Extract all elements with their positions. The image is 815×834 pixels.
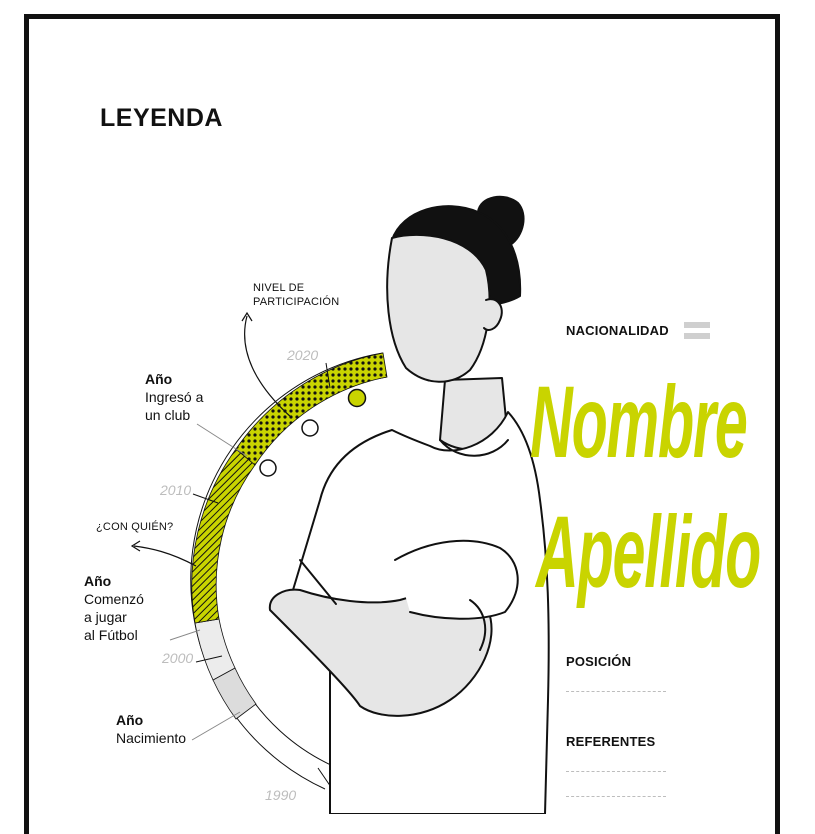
with-whom-arrow bbox=[134, 546, 196, 566]
with-whom-label: ¿CON QUIÉN? bbox=[96, 521, 174, 533]
references-blank-2 bbox=[566, 796, 666, 797]
played-with-segment bbox=[192, 449, 255, 623]
annotation-started: Año Comenzó a jugar al Fútbol bbox=[84, 573, 144, 643]
flag-icon bbox=[684, 322, 710, 339]
participation-dot-3 bbox=[260, 460, 276, 476]
annotation-birth: Año Nacimiento bbox=[116, 712, 187, 746]
participation-label: NIVEL DE PARTICIPACIÓN bbox=[253, 282, 340, 308]
year-2010: 2010 bbox=[160, 482, 192, 498]
position-blank bbox=[566, 691, 666, 692]
year-2020: 2020 bbox=[287, 347, 319, 363]
childhood-segment bbox=[195, 619, 235, 680]
participation-dot-2 bbox=[302, 420, 318, 436]
references-label: REFERENTES bbox=[566, 734, 656, 749]
annotation-club: Año Ingresó a un club bbox=[145, 371, 204, 423]
position-label: POSICIÓN bbox=[566, 654, 632, 669]
player-last-name: Apellido bbox=[536, 495, 761, 609]
year-2000: 2000 bbox=[162, 650, 194, 666]
participation-dot-1 bbox=[349, 390, 366, 407]
references-blank-1 bbox=[566, 771, 666, 772]
legend-title: LEYENDA bbox=[100, 104, 223, 132]
player-first-name: Nombre bbox=[530, 365, 747, 479]
year-1990: 1990 bbox=[265, 787, 297, 803]
nationality-label: NACIONALIDAD bbox=[566, 323, 669, 338]
